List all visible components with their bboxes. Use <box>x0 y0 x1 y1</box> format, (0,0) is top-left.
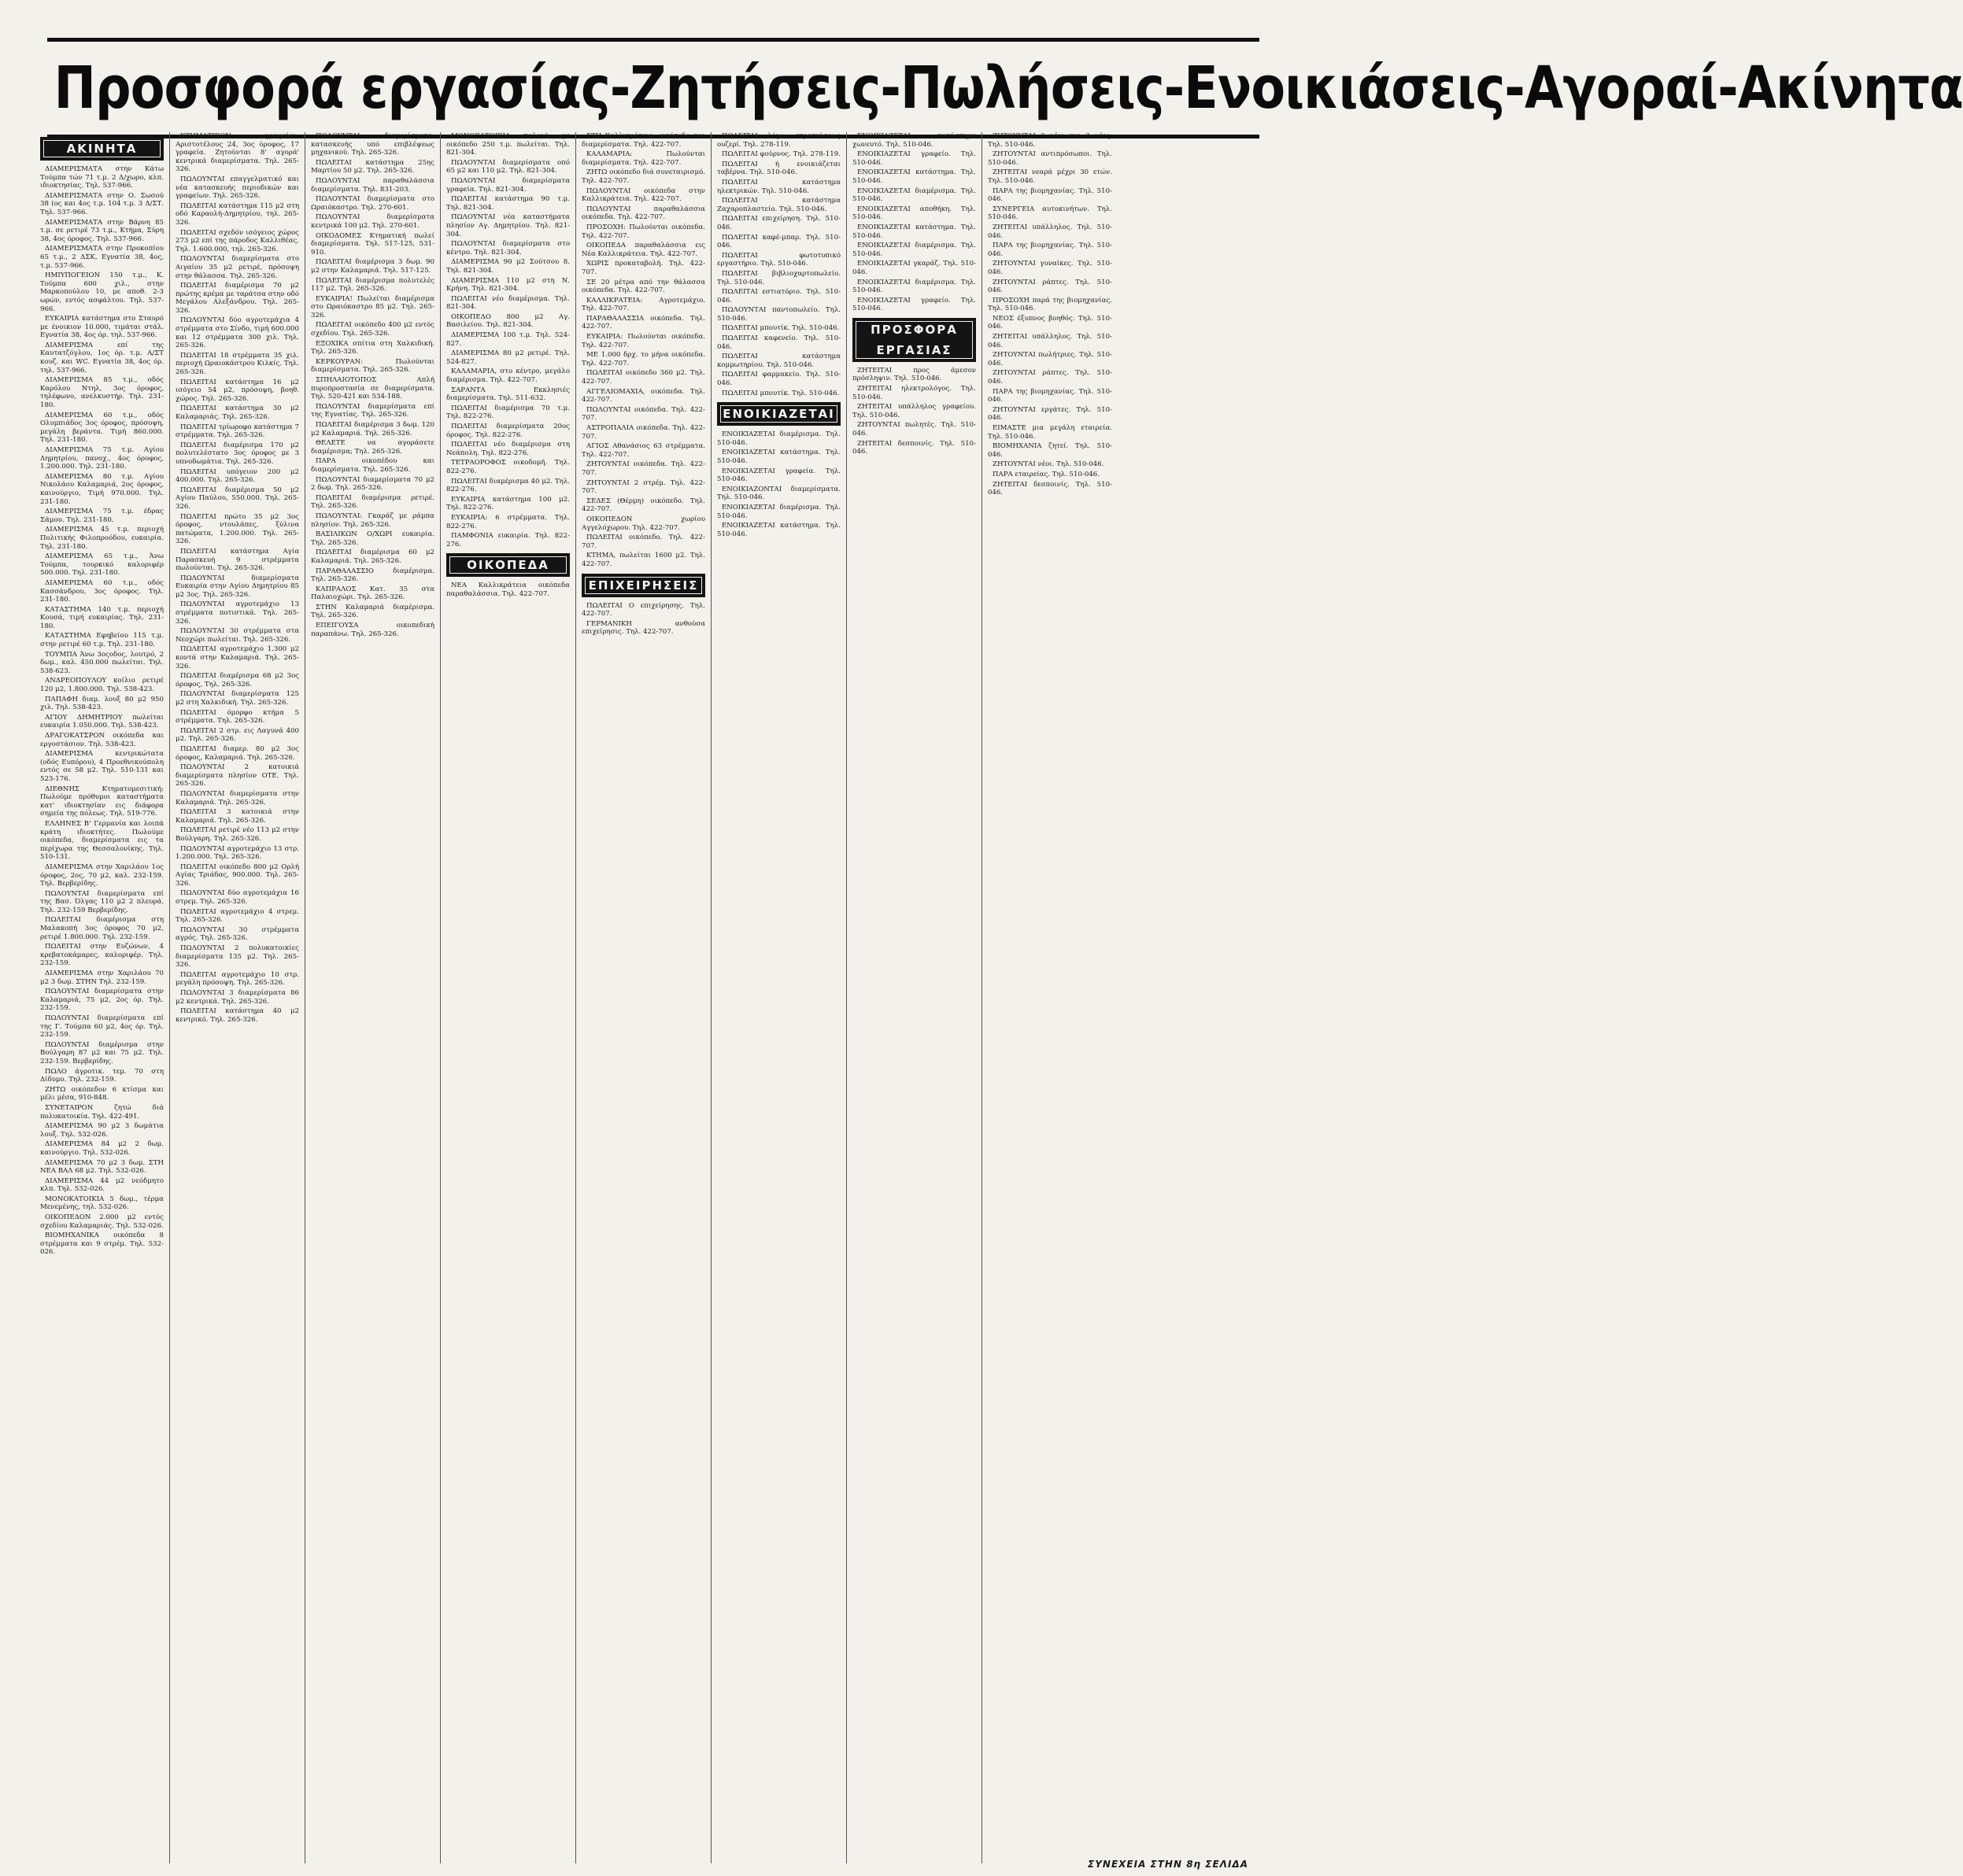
classified-ad: ΟΙΚΟΠΕΔΟΝ 2.000 μ2 εντός σχεδίου Καλαμαριάς. Τηλ. 532-026. <box>40 1213 164 1230</box>
classified-ad: ΠΩΛΕΙΤΑΙ στην Ευζώνων, 4 κρεβατοκάμαρες, καλοριφέρ. Τηλ. 232-159. <box>40 943 164 968</box>
classified-ad: ΠΩΛΟΥΝΤΑΙ 30 στρέμματα στα Νεοχώρι πωλείται. Τηλ. 265-326. <box>176 627 299 644</box>
classified-ad: ΣΥΝΕΤΑΙΡΟΝ ζητώ διά πολυκατοικία. Τηλ. 422-491. <box>40 1103 164 1121</box>
classified-ad: ΠΩΛΕΙΤΑΙ 3 κατοικιά στην Καλαμαριά. Τηλ. 265-326. <box>176 808 299 825</box>
classified-ad: ΠΩΛΟΥΝΤΑΙ διαμερίσματα Ευκαιρία στην Αγίου Δημητρίου 85 μ2 3ος. Τηλ. 265-326. <box>176 574 299 599</box>
classified-ad: ΚΤΗΜΑ, πωλείται 1600 μ2. Τηλ. 422-707. <box>582 552 705 568</box>
classified-ad: ΖΗΤΟΥΝΤΑΙ 2 στρέμ. Τηλ. 422-707. <box>582 478 705 496</box>
classified-ad: ΚΑΛΑΜΑΡΙΑ, στο κέντρο, μεγάλο διαμέρισμα. Τηλ. 422-707. <box>446 367 570 385</box>
classified-ad: ΕΝΟΙΚΙΑΖΕΤΑΙ γραφεία. Τηλ. 510-046. <box>717 467 841 484</box>
classified-ad: ΕΞΟΧΙΚΑ σπίτια στη Χαλκιδική. Τηλ. 265-326. <box>311 339 434 356</box>
classified-ad: ΕΝΟΙΚΙΑΖΕΤΑΙ διαμέρισμα. Τηλ. 510-046. <box>852 186 976 204</box>
classified-ad: ΔΙΑΜΕΡΙΣΜΑ 65 τ.μ., Άνω Τούμπα, τουρκικό καλοριφέρ 500.000. Τηλ. 231-180. <box>40 552 164 578</box>
classified-ad: ΠΩΛΟΥΝΤΑΙ διαμερίσματα επί της Γ. Τούμπα 60 μ2, 4ος όρ. Τηλ. 232-159. <box>40 1014 164 1040</box>
classified-ad: ΝΕΑ Καλλικράτεια οικόπεδα παραθαλάσσια. Τηλ. 422-707. <box>446 582 570 598</box>
classified-ad: ΠΩΛΕΙΤΑΙ διαμερίσματα 20ος όροφος. Τηλ. 822-276. <box>446 423 570 439</box>
classified-ad: ΠΩΛΕΙΤΑΙ όμορφο κτήμα 5 στρέμματα. Τηλ. 265-326. <box>176 708 299 726</box>
classified-ad: ΕΠΕΙΓΟΥΣΑ οικοπεδική παραπάνω. Τηλ. 265-326. <box>311 622 434 638</box>
classified-ad: ΟΙΚΟΠΕΔΟ 800 μ2 Αγ. Βασιλείου. Τηλ. 821-304. <box>446 312 570 330</box>
classified-ad: ΖΗΤΩ οικόπεδο διά συνεταιρισμό. Τηλ. 422-707. <box>582 168 705 185</box>
classified-ad: ΖΗΤΕΙΤΑΙ δεσποινίς. Τηλ. 510-046. <box>988 480 1112 497</box>
page-banner <box>47 38 1963 138</box>
classified-ad: ΕΥΚΑΙΡΙΑ: Πωλούνται οικόπεδα. Τηλ. 422-707. <box>582 333 705 349</box>
classified-ad: ΕΝΟΙΚΙΑΖΕΤΑΙ γραφείο. Τηλ. 510-046. <box>852 296 976 313</box>
ad-column <box>576 132 712 1863</box>
classified-ad: ΠΩΛΟΥΝΤΑΙ διαμερίσματα γραφεία. Τηλ. 821-304. <box>446 176 570 194</box>
classified-ad: ΔΙΑΜΕΡΙΣΜΑ 90 μ2 3 δωμάτια λουξ. Τηλ. 532-026. <box>40 1122 164 1139</box>
classified-ad: ΔΙΑΜΕΡΙΣΜΑ 90 μ2 Σούτσου 8. Τηλ. 821-304. <box>446 258 570 275</box>
classified-ad: ΟΙΚΟΠΕΔΑ παραθαλάσσια εις Νέα Καλλικράτεια. Τηλ. 422-707. <box>582 242 705 258</box>
classified-ad: ΠΩΛΕΙΤΑΙ υπόγειον 200 μ2 400.000. Τηλ. 265-326. <box>176 467 299 485</box>
classified-ad: ΠΩΛΟΥΝΤΑΙ 30 στρέμματα αγρός. Τηλ. 265-326. <box>176 925 299 943</box>
classified-ad: ΕΥΚΑΙΡΙΑ κατάστημα 100 μ2. Τηλ. 822-276. <box>446 495 570 512</box>
classified-ad: ΠΩΛΕΙΤΑΙ αγροτεμάχιο 10 στρ. μεγάλη πρόσοψη. Τηλ. 265-326. <box>176 970 299 988</box>
classified-ad: ΠΩΛΟΥΝΤΑΙ: Γκαράζ με ράμπα πλησίον. Τηλ. 265-326. <box>311 511 434 529</box>
classified-ad: ΠΩΛΟΥΝΤΑΙ διαμερίσματα, κατασκευής υπό επιβλέψεως μηχανικού. Τηλ. 265-326. <box>311 132 434 157</box>
ad-column <box>847 132 982 1863</box>
classified-ad: ΕΝΟΙΚΙΑΖΕΤΑΙ κατάστημα. Τηλ. 510-046. <box>717 449 841 465</box>
classified-ad: ΖΗΤΟΥΝΤΑΙ νέοι. Τηλ. 510-046. <box>993 460 1104 469</box>
classified-ad: ΖΗΤΟΥΝΤΑΙ οικόπεδα. Τηλ. 422-707. <box>582 460 705 477</box>
classified-ad: ΟΙΚΟΔΟΜΕΣ Κτηματική πωλεί διαμερίσματα. Τηλ. 517-125, 531-910. <box>311 231 434 257</box>
classified-ad: ΔΙΑΜΕΡΙΣΜΑ 44 μ2 νεόδμητο κλπ. Τηλ. 532-026. <box>40 1176 164 1194</box>
classified-ad: ΠΑΡΑ της βιομηχανίας. Τηλ. 510-046. <box>988 186 1112 204</box>
classified-ad: ΠΩΛΕΙΤΑΙ ρετιρέ νέο 113 μ2 στην Βούλγαρη. Τηλ. 265-326. <box>176 826 299 843</box>
classified-ad: ΖΗΤΕΙΤΑΙ νεαρά μέχρι 30 ετών. Τηλ. 510-046. <box>988 168 1112 185</box>
ad-column <box>35 132 170 1863</box>
classified-ad: ΔΙΑΜΕΡΙΣΜΑ 85 τ.μ., οδός Καρόλου Ντηλ, 3ος όροφος, τηλέφωνο, ανελκυστήρ. Τηλ. 231-180. <box>40 376 164 410</box>
classified-ad: ΔΙΑΜΕΡΙΣΜΑΤΑ στην Κάτω Τούμπα τών 71 τ.μ. 2 Δ/χωρο, κλπ. ιδιοκτησίας. Τηλ. 537-966. <box>40 165 164 190</box>
classified-ad: ΠΩΛΕΙΤΑΙ κατάστημα Αγία Παρασκευή 9 στρέμματα πωλούνται. Τηλ. 265-326. <box>176 547 299 573</box>
classified-ad: ΑΓΙΟΥ ΔΗΜΗΤΡΙΟΥ πωλείται ευκαιρία 1.050.000. Τηλ. 538-423. <box>40 713 164 730</box>
classified-ad: ΖΗΤΟΥΝΤΑΙ γυναίκες. Τηλ. 510-046. <box>988 260 1112 276</box>
classified-ad: ΠΩΛΟΥΝΤΑΙ διαμερίσματα επί της Εγνατίας. Τηλ. 265-326. <box>311 402 434 419</box>
classified-ad: ΚΑΛΑΜΑΡΙΑ: Πωλούνται διαμερίσματα. Τηλ. 422-707. <box>582 150 705 167</box>
classified-ad: ΠΩΛΕΙΤΑΙ διαμέρισμα 70 τ.μ. Τηλ. 822-276. <box>446 404 570 421</box>
classified-ad: ΠΩΛΕΙΤΑΙ κατάστημα 40 μ2 κεντρικό. Τηλ. 265-326. <box>176 1007 299 1024</box>
classified-ad: ΔΙΑΜΕΡΙΣΜΑΤΑ στην Βάρνη 85 τ.μ. σε ρετιρέ 73 τ.μ., Κτήμα, Σύρη 38, 4ος όροφος. Τηλ. 537-966. <box>40 218 164 243</box>
classified-ad: ΔΙΑΜΕΡΙΣΜΑ 100 τ.μ. Τηλ. 524-827. <box>446 331 570 348</box>
classified-ad: ΝΕΟΣ έξυπνος βοηθός. Τηλ. 510-046. <box>988 314 1112 331</box>
classified-ad: ΠΑΠΑΦΗ διαμ. λουξ 80 μ2 950 χιλ. Τηλ. 538-423. <box>40 695 164 712</box>
classified-ad: ΠΩΛΕΙΤΑΙ εστιατόριο. Τηλ. 510-046. <box>717 288 841 305</box>
classified-ad: ΠΩΛΕΙΤΑΙ κατάστημα 90 τ.μ. Τηλ. 821-304. <box>446 195 570 212</box>
classified-ad: ΖΗΤΟΥΝΤΑΙ πωλήτριες. Τηλ. 510-046. <box>988 351 1112 367</box>
classified-ad: ΠΑΡΑ της βιομηχανίας. Τηλ. 510-046. <box>988 242 1112 258</box>
classified-ad: ΠΡΟΣΟΧΗ: Πωλούνται οικόπεδα. Τηλ. 422-707. <box>582 223 705 240</box>
classified-columns <box>35 132 1259 1863</box>
classified-ad: ΣΑΡΑΝΤΑ Εκκλησιές διαμερίσματα. Τηλ. 511-632. <box>446 386 570 403</box>
classified-ad: ΠΩΛΟΥΝΤΑΙ 3 διαμερίσματα 86 μ2 κεντρικά. Τηλ. 265-326. <box>176 989 299 1006</box>
classified-ad: ΔΙΑΜΕΡΙΣΜΑ 60 τ.μ., οδός Ολυμπιάδος 3ος όροφος, πρόσοψη, μεγάλη βεράντα. Τιμή 860.000. Τηλ. 231-180. <box>40 411 164 445</box>
classified-ad: ΖΗΤΕΙΤΑΙ ηλεκτρολόγος. Τηλ. 510-046. <box>852 385 976 401</box>
classified-ad: ΠΩΛΟΥΝΤΑΙ διαμερίσματα 70 μ2 2 δωμ. Τηλ. 265-326. <box>311 475 434 493</box>
classified-ad: ΗΜΙΥΠΟΓΕΙΟΝ 150 τ.μ., Κ. Τούμπα 600 χιλ., στην Μαρκοπούλου 10, με αποθ. 2-3 ωρών, εντός ασφάλτου. Τηλ. 537-966. <box>40 271 164 313</box>
classified-ad: ΠΩΛΟΥΝΤΑΙ παραθαλάσσια διαμερίσματα. Τηλ. 831-203. <box>311 176 434 194</box>
classified-ad: ΠΩΛΟΥΝΤΑΙ παντοπωλείο. Τηλ. 510-046. <box>717 306 841 323</box>
classified-ad: ΖΗΤΟΥΝΤΑΙ ράπτες. Τηλ. 510-046. <box>988 278 1112 295</box>
classified-ad: ΚΑΛΛΙΚΡΑΤΕΙΑ: Αγροτεμάχιο. Τηλ. 422-707. <box>582 296 705 313</box>
classified-ad: ΠΑΜΦΟΝΙΑ ευκαιρία. Τηλ. 822-276. <box>446 532 570 548</box>
classified-ad: ΠΩΛΕΙΤΑΙ σχεδόν ισόγειος χώρος 273 μ2 επί της πάροδος Καλλιθέας. Τηλ. 1.600.000, τηλ. 265-326. <box>176 228 299 253</box>
classified-ad: ΠΩΛΕΙΤΑΙ διαμέρισμα ρετιρέ. Τηλ. 265-326. <box>311 493 434 511</box>
section-header-akinita: ΑΚΙΝΗΤΑ <box>40 137 164 161</box>
classified-ad: ΠΩΛΟΥΝΤΑΙ διαμερίσματα επί της Βασ. Όλγας 110 μ2 2 πλευρά. Τηλ. 232-159 Βερβερίδης. <box>40 889 164 914</box>
classified-ad: ΠΩΛΕΙΤΑΙ 18 στρέμματα 35 χιλ. περιοχή Ωραιοκάστρου Κιλκίς. Τηλ. 265-326. <box>176 351 299 377</box>
classified-ad: ΠΩΛΕΙΤΑΙ κατάστημα 115 μ2 στη οδό Καραολή-Δημητρίου, τηλ. 265-326. <box>176 201 299 227</box>
classified-ad: ΠΩΛΕΙΤΑΙ νέο διαμέρισμα στη Νεάπολη. Τηλ. 822-276. <box>446 441 570 457</box>
classified-ad: ΠΩΛΕΙΤΑΙ καφενείο. Τηλ. 510-046. <box>717 334 841 351</box>
classified-ad: ΠΩΛΕΙΤΑΙ διαμέρισμα 60 μ2 Καλαμαριά. Τηλ. 265-326. <box>311 548 434 565</box>
classified-ad: ΕΝΟΙΚΙΑΖΕΤΑΙ διαμέρισμα. Τηλ. 510-046. <box>852 242 976 258</box>
classified-ad: ΠΩΛΕΙΤΑΙ λόγω στρατεύσεως ουζερί. Τηλ. 278-119. <box>717 132 841 149</box>
classified-ad: ΑΓΓΕΛΙΟΜΑΧΙΑ, οικόπεδα. Τηλ. 422-707. <box>582 387 705 404</box>
classified-ad: ΠΩΛΟΥΝΤΑΙ οικόπεδα. Τηλ. 422-707. <box>582 405 705 423</box>
classified-ad: ΠΑΡΑ εταιρείας. Τηλ. 510-046. <box>993 470 1100 478</box>
classified-ad: ΠΩΛΕΙΤΑΙ οικόπεδο 800 μ2 Ορλή Αγίας Τριάδας, 900.000. Τηλ. 265-326. <box>176 862 299 888</box>
classified-ad: ΣΥΝΕΡΓΕΙΑ αυτοκινήτων. Τηλ. 510-046. <box>988 205 1112 222</box>
classified-ad: ΔΙΑΜΕΡΙΣΜΑ 80 μ2 ρετιρέ. Τηλ. 524-827. <box>446 349 570 366</box>
classified-ad: ΠΩΛΕΙΤΑΙ διαμέρισμα 68 μ2 3ος όροφος, Τηλ. 265-326. <box>176 672 299 689</box>
classified-ad: ΜΕ 1.000 δρχ. το μήνα οικόπεδα. Τηλ. 422-707. <box>582 351 705 367</box>
classified-ad: ΠΩΛΟΥΝΤΑΙ διαμερίσματα στην Καλαμαριά, 75 μ2, 2ος όρ. Τηλ. 232-159. <box>40 988 164 1013</box>
classified-ad: ΠΩΛΕΙΤΑΙ διαμέρισμα στη Μαλακοπή 3ος όροφος 70 μ2, ρετιρέ 1.800.000. Τηλ. 232-159. <box>40 916 164 941</box>
classified-ad: ΖΗΤΕΙΤΑΙ υπάλληλος. Τηλ. 510-046. <box>988 223 1112 240</box>
classified-ad: ΠΩΛΟΥΝΤΑΙ παραθαλάσσια οικόπεδα. Τηλ. 422-707. <box>582 205 705 222</box>
classified-ad: ΕΝΟΙΚΙΑΖΕΤΑΙ διαμέρισμα. Τηλ. 510-046. <box>717 430 841 447</box>
classified-ad: ΔΙΑΜΕΡΙΣΜΑΤΑ στην Προκοπίου 65 τ.μ., 2 ΔΣΚ, Εγνατία 38, 4ος, τ.μ. 537-966. <box>40 245 164 270</box>
classified-ad: ΖΗΤΟΥΝΤΑΙ εργάτες. Τηλ. 510-046. <box>988 405 1112 423</box>
section-header-enoikiazetai: ΕΝΟΙΚΙΑΖΕΤΑΙ <box>717 402 841 426</box>
ad-column <box>441 132 576 1863</box>
classified-ad: ΠΩΛΟΥΝΤΑΙ νέα καταστήματα πλησίον Αγ. Δημητρίου. Τηλ. 821-304. <box>446 213 570 238</box>
classified-ad: ΔΙΑΜΕΡΙΣΜΑ κεντρικώτατα (οδός Ευπόρου), 4 Προεθνικούπολη εντός σε 58 μ2. Τηλ. 510-131 και 523-176. <box>40 750 164 783</box>
classified-ad: ΠΩΛΕΙΤΑΙ διαμέρισμα 170 μ2 πολυτελέστατο 3ος όροφος με 3 υπνοδωμάτια. Τηλ. 265-326. <box>176 441 299 466</box>
classified-ad: ΠΩΛΟΥΝΤΑΙ διαμέρισμα στην Βούλγαρη 87 μ2 και 75 μ2. Τηλ. 232-159. Βερβερίδης. <box>40 1040 164 1065</box>
classified-ad: ΠΩΛΟΥΝΤΑΙ 2 πολυκατοικίες διαμερίσματα 135 μ2. Τηλ. 265-326. <box>176 944 299 969</box>
classified-ad: ΜΟΝΟΚΑΤΟΙΚΙΑ παλαιά με οικόπεδο 250 τ.μ. πωλείται. Τηλ. 821-304. <box>446 132 570 157</box>
classified-ad: ΠΩΛΕΙΤΑΙ διαμέρισμα 50 μ2 Αγίου Παύλου, 550.000. Τηλ. 265-326. <box>176 486 299 511</box>
section-header-prosfora: ΠΡΟΣΦΟΡΑ ΕΡΓΑΣΙΑΣ <box>852 318 976 362</box>
classified-ad: ΧΩΡΙΣ προκαταβολή. Τηλ. 422-707. <box>582 260 705 276</box>
classified-ad: ΔΙΑΜΕΡΙΣΜΑ 45 τ.μ. περιοχή Πολιτικής Φιλοπροόδου, ευκαιρία. Τηλ. 231-180. <box>40 526 164 551</box>
classified-ad: ΖΗΤΟΥΝΤΑΙ 3 νέοι και 2 νέες. Τηλ. 510-046. <box>988 132 1112 149</box>
classified-ad: ΠΩΛΟΥΝΤΑΙ διαμερίσματα κεντρικά 100 μ2. Τηλ. 270-601. <box>311 213 434 230</box>
classified-ad: ΤΟΥΜΠΑ Άνω 3οςοδος, λουτρό, 2 δωμ., καλ. 450.000 πωλείται. Τηλ. 538-623. <box>40 650 164 675</box>
classified-ad: ΠΩΛΕΙΤΑΙ 2 στρ. εις Λαγυνά 400 μ2. Τηλ. 265-326. <box>176 726 299 744</box>
classified-ad: ΒΑΣΙΛΙΚΩΝ Ο/ΧΩΡΙ ευκαιρία. Τηλ. 265-326. <box>311 530 434 547</box>
classified-ad: ΠΩΛΟΥΝΤΑΙ αγροτεμάχιο 13 στρ. 1.200.000. Τηλ. 265-326. <box>176 844 299 862</box>
classified-ad: ΠΩΛΕΙΤΑΙ κατάστημα 30 μ2 Καλαμαριάς. Τηλ. 265-326. <box>176 404 299 421</box>
classified-ad: ΠΩΛΟΥΝΤΑΙ αγροτεμάχιο 13 στρέμματα ποτιστικά. Τηλ. 265-326. <box>176 600 299 626</box>
classified-ad: ΠΩΛΟΥΝΤΑΙ επαγγελματικό και νέα κατασκευής περιοδικών και γραφείων. Τηλ. 265-326. <box>176 175 299 201</box>
classified-ad: ΕΙΜΑΣΤΕ μια μεγάλη εταιρεία. Τηλ. 510-046. <box>988 424 1112 441</box>
classified-ad: ΕΝΟΙΚΙΑΖΟΝΤΑΙ διαμερίσματα. Τηλ. 510-046. <box>717 485 841 502</box>
classified-ad: ΠΩΛΕΙΤΑΙ διαμέρισμα 40 μ2. Τηλ. 822-276. <box>446 477 570 494</box>
classified-ad: ΠΑΡΑΘΑΛΑΣΣΙΑ οικόπεδα. Τηλ. 422-707. <box>582 314 705 331</box>
classified-ad: ΕΥΚΑΙΡΙΑ κατάστημα στο Σταυρό με ένοικιον 10.000, τιμάται στάλ. Εγνατία 38, 4ος όρ. τηλ. 537-966. <box>40 315 164 340</box>
classified-ad: ΖΗΤΕΙΤΑΙ προς άμεσον πρόσληψιν. Τηλ. 510-046. <box>852 366 976 383</box>
classified-ad: ΖΗΤΟΥΝΤΑΙ πωλητές. Τηλ. 510-046. <box>852 421 976 438</box>
classified-ad: ΚΑΤΑΣΤΗΜΑ Εφηβείου 115 τ.μ. στην ρετιρέ 60 τ.μ. Τηλ. 231-180. <box>40 632 164 649</box>
classified-ad: ΕΝΟΙΚΙΑΖΕΤΑΙ κατάστημα χωνευτό. Τηλ. 510-046. <box>852 132 976 149</box>
classified-ad: ΠΩΛΟΥΝΤΑΙ διαμερίσματα στο Ωραιόκαστρο. Τηλ. 270-601. <box>311 195 434 212</box>
classified-ad: ΣΕΔΕΣ (Θέρμη) οικόπεδο. Τηλ. 422-707. <box>582 497 705 514</box>
classified-ad: ΕΝΟΙΚΙΑΖΕΤΑΙ γκαράζ. Τηλ. 510-046. <box>852 260 976 276</box>
continued-note: ΣΥΝΕΧΕΙΑ ΣΤΗΝ 8η ΣΕΛΙΔΑ <box>1088 1859 1248 1870</box>
banner-title: Προσφορά εργασίας-Ζητήσεις-Πωλήσεις-Ενοικιάσεις-Αγοραί-Ακίνητα <box>54 54 1963 122</box>
classified-ad: ΓΕΡΜΑΝΙΚΗ ανθούσα επιχείρησις. Τηλ. 422-707. <box>582 619 705 637</box>
classified-ad: ΖΗΤΕΙΤΑΙ υπάλληλος. Τηλ. 510-046. <box>988 333 1112 349</box>
classified-ad: ΔΙΕΘΝΗΣ Κτηματομεσιτική: Πωλούμε πρόθυμοι καταστήματα κατ' ιδιοκτησίαν εις διάφορα σημεία της πόλεως. Τηλ. 519-776. <box>40 785 164 818</box>
classified-ad: ΑΝΔΡΕΟΠΟΥΛΟΥ κοίλιο ρετιρέ 120 μ2, 1.800.000. Τηλ. 538-423. <box>40 677 164 694</box>
classified-ad: ΠΩΛΕΙΤΑΙ πρώτο 35 μ2 3ος όροφος, ντουλάπες, ξύλινα πατώματα, 1.200.000. Τηλ. 265-326. <box>176 512 299 546</box>
classified-ad: ΚΑΤΑΣΤΗΜΑ 140 τ.μ. περιοχή Κουσά, τιμή ευκαιρίας. Τηλ. 231-180. <box>40 605 164 630</box>
classified-ad: ΠΩΛΕΙΤΑΙ κατάστημα 25ης Μαρτίου 50 μ2. Τηλ. 265-326. <box>311 158 434 175</box>
classified-ad: ΠΩΛΕΙΤΑΙ αγροτεμάχιο 4 στρεμ. Τηλ. 265-326. <box>176 907 299 925</box>
classified-ad: ΠΩΛΟΥΝΤΑΙ διαμερίσματα οπό 65 μ2 και 110 μ2. Τηλ. 821-304. <box>446 158 570 175</box>
classified-ad: ΠΩΛΕΙΤΑΙ διαμέρισμα πολυτελές 117 μ2. Τηλ. 265-326. <box>311 276 434 294</box>
classified-ad: ΠΑΡΑΘΑΛΑΣΣΙΟ διαμέρισμα. Τηλ. 265-326. <box>311 567 434 584</box>
classified-ad: ΖΗΤΕΙΤΑΙ υπάλληλος γραφείου. Τηλ. 510-046. <box>852 403 976 419</box>
classified-ad: ΠΑΡΑ οικοπέδου και διαμερίσματα. Τηλ. 265-326. <box>311 457 434 474</box>
classified-ad: ΔΙΑΜΕΡΙΣΜΑ 60 τ.μ., οδός Κασσάνδρου, 3ος όροφος. Τηλ. 231-180. <box>40 578 164 604</box>
classified-ad: ΒΙΟΜΗΧΑΝΙΑ ζητεί. Τηλ. 510-046. <box>988 442 1112 459</box>
classified-ad: ΠΩΛΟΥΝΤΑΙ διαμερίσματα στο Αιγαίου 35 μ2 ρετιρέ, πρόσοψη στην θάλασσα. Τηλ. 265-326. <box>176 255 299 280</box>
classified-ad: ΠΩΛΕΙΤΑΙ οικόπεδο 400 μ2 εντός σχεδίου. Τηλ. 265-326. <box>311 321 434 338</box>
classified-ad: ΔΙΑΜΕΡΙΣΜΑ 110 μ2 στη Ν. Κρήνη. Τηλ. 821-304. <box>446 276 570 294</box>
classified-ad: ΘΕΛΕΤΕ να αγοράσετε διαμέρισμα; Τηλ. 265-326. <box>311 439 434 456</box>
classified-ad: ΠΩΛΟΥΝΤΑΙ διαμερίσματα 125 μ2 στη Χαλκιδική. Τηλ. 265-326. <box>176 690 299 707</box>
classified-ad: ΠΩΛΕΙΤΑΙ Ο επιχείρησης. Τηλ. 422-707. <box>582 601 705 619</box>
classified-ad: ΕΝΟΙΚΙΑΖΕΤΑΙ αποθήκη. Τηλ. 510-046. <box>852 205 976 222</box>
classified-ad: ΠΩΛΕΙΤΑΙ διαμέρισμα 3 δωμ. 120 μ2 Καλαμαριά. Τηλ. 265-326. <box>311 421 434 438</box>
classified-ad: ΕΥΚΑΙΡΙΑ! Πωλείται διαμέρισμα στο Ωραιόκαστρο 85 μ2. Τηλ. 265-326. <box>311 294 434 319</box>
classified-ad: ΠΩΛΟΥΝΤΑΙ διαμερίσματα στο κέντρο. Τηλ. 821-304. <box>446 240 570 257</box>
classified-ad: ΔΙΑΜΕΡΙΣΜΑ 75 τ.μ. έδρας Σάμου. Τηλ. 231-180. <box>40 508 164 524</box>
classified-ad: ΔΙΑΜΕΡΙΣΜΑ 80 τ.μ. Αγίου Νικολάου Καλαμαριά, 2ος όροφος, καινούργιο, Τιμή 970.000. Τηλ. 231-180. <box>40 472 164 506</box>
classified-ad: ΠΩΛΕΙΤΑΙ αγροτεμάχιο 1.300 μ2 κοντά στην Καλαμαριά. Τηλ. 265-326. <box>176 645 299 670</box>
classified-ad: ΟΙΚΟΠΕΔΟΝ χωρίου Αγγελόχωρου. Τηλ. 422-707. <box>582 515 705 532</box>
ad-column <box>170 132 305 1863</box>
ad-column <box>305 132 441 1863</box>
classified-ad: ΖΗΤΩ οικόπεδον 6 κτίσμα και μέλι μέσα, 910-848. <box>40 1085 164 1102</box>
classified-ad: ΠΩΛΕΙΤΑΙ φαρμακείο. Τηλ. 510-046. <box>717 371 841 388</box>
classified-ad: ΠΩΛΕΙΤΑΙ επιχείρηση. Τηλ. 510-046. <box>717 215 841 231</box>
classified-ad: ΕΝΟΙΚΙΑΖΕΤΑΙ κατάστημα. Τηλ. 510-046. <box>717 522 841 538</box>
classified-ad: ΠΩΛΕΙΤΑΙ οικόπεδο 360 μ2. Τηλ. 422-707. <box>582 369 705 386</box>
classified-ad: ΠΩΛΕΙΤΑΙ τρίωροφο κατάστημα 7 στρέμματα. Τηλ. 265-326. <box>176 423 299 440</box>
classified-ad: ΔΙΑΜΕΡΙΣΜΑ στην Χαριλάου 1ος όροφος, 2ος, 70 μ2, καλ. 232-159. Τηλ. Βερβερίδης. <box>40 862 164 888</box>
classified-ad: ΠΩΛΕΙΤΑΙ διαμέρισμα 70 μ2 πρώτης κρέμα με ταράτσα στην οδό Μεγάλου Αλεξάνδρου. Τηλ. 265-326. <box>176 282 299 315</box>
classified-ad: ΕΛΛΗΝΕΣ Β' Γερμανία και λοιπά κράτη ιδιοκτήτες. Πωλούμε οικόπεδα, διαμερίσματα εις τα περίχωρα της Θεσσαλονίκης. Τηλ. 510-131. <box>40 819 164 862</box>
classified-ad: ΠΩΛΟ άγροτικ. τεμ. 70 στη Δίδυμο. Τηλ. 232-159. <box>40 1067 164 1084</box>
classified-ad: ΠΡΟΣΟΧΗ παρά της βιομηχανίας. Τηλ. 510-046. <box>988 296 1112 313</box>
classified-ad: ΠΩΛΕΙΤΑΙ νέο διαμέρισμα. Τηλ. 821-304. <box>446 294 570 312</box>
classified-ad: ΠΩΛΕΙΤΑΙ κατάστημα ηλεκτρικών. Τηλ. 510-046. <box>717 178 841 195</box>
classified-ad: ΠΩΛΕΙΤΑΙ καφέ-μπαρ. Τηλ. 510-046. <box>717 233 841 250</box>
classified-ad: ΔΙΑΜΕΡΙΣΜΑ επί της Καυτατζόγλου, 1ος όρ. τ.μ. Α/ΣΤ κουζ. και WC. Εγνατία 38, 4ος όρ. τηλ. 537-966. <box>40 341 164 375</box>
classified-ad: ΠΑΡΑ της βιομηχανίας. Τηλ. 510-046. <box>988 387 1112 404</box>
classified-ad: ΑΣΤΡΟΠΑΛΙΑ οικόπεδα. Τηλ. 422-707. <box>582 424 705 441</box>
classified-ad: ΣΤΗ Καλλικράτεια, οικόπεδα και διαμερίσματα. Τηλ. 422-707. <box>582 132 705 149</box>
classified-ad: ΠΩΛΕΙΤΑΙ κατάστημα 16 μ2 ισόγειο 54 μ2, πρόσοψη, βοηθ. χώρος. Τηλ. 265-326. <box>176 378 299 403</box>
classified-ad: ΕΝΟΙΚΙΑΖΕΤΑΙ γραφείο. Τηλ. 510-046. <box>852 150 976 167</box>
ad-column <box>982 132 1118 1863</box>
classified-ad: ΕΝΟΙΚΙΑΖΕΤΑΙ διαμέρισμα. Τηλ. 510-046. <box>717 503 841 520</box>
classified-ad: ΚΕΡΚΟΥΡΑΝ: Πωλούνται διαμερίσματα. Τηλ. 265-326. <box>311 357 434 375</box>
classified-ad: ΠΩΛΕΙΤΑΙ φούρνος. Τηλ. 278-119. <box>722 150 841 159</box>
classified-ad: ΕΝΟΙΚΙΑΖΕΤΑΙ κατάστημα. Τηλ. 510-046. <box>852 223 976 240</box>
classified-ad: ΣΠΗΛΑΙΟΤΟΠΟΣ Απλή πυροπροστασία σε διαμερίσματα. Τηλ. 520-421 και 534-188. <box>311 376 434 401</box>
classified-ad: ΠΩΛΕΙΤΑΙ κατάστημα κομμωτηρίου. Τηλ. 510-046. <box>717 353 841 369</box>
classified-ad: ΒΙΟΜΗΧΑΝΙΚΑ οικόπεδα 8 στρέμματα και 9 στρέμ. Τηλ. 532-026. <box>40 1232 164 1257</box>
classified-ad: ΖΗΤΕΙΤΑΙ δεσποινίς. Τηλ. 510-046. <box>852 439 976 456</box>
classified-ad: ΔΙΑΜΕΡΙΣΜΑ 70 μ2 3 δωμ. ΣΤΗ ΝΕΑ ΒΑΛ 68 μ2. Τηλ. 532-026. <box>40 1158 164 1176</box>
ad-column <box>712 132 847 1863</box>
classified-ad: ΖΗΤΟΥΝΤΑΙ ράπτες. Τηλ. 510-046. <box>988 369 1112 386</box>
classified-ad: ΕΥΚΑΙΡΙΑ: 6 στρέμματα. Τηλ. 822-276. <box>446 513 570 530</box>
classified-ad: ΜΟΝΟΚΑΤΟΙΚΙΑ 5 δωμ., τέρμα Μενεμένης, τηλ. 532-026. <box>40 1195 164 1212</box>
classified-ad: ΣΕ 20 μέτρα από την θάλασσα οικόπεδα. Τηλ. 422-707. <box>582 278 705 295</box>
section-header-oikopeda: ΟΙΚΟΠΕΔΑ <box>446 553 570 577</box>
classified-ad: ΠΩΛΕΙΤΑΙ μπουτίκ. Τηλ. 510-046. <box>722 324 840 333</box>
classified-ad: ΠΩΛΟΥΝΤΑΙ οικόπεδα στην Καλλικράτεια. Τηλ. 422-707. <box>582 186 705 204</box>
section-header-epicheiriseis: ΕΠΙΧΕΙΡΗΣΕΙΣ <box>582 574 705 597</box>
classified-ad: ΠΩΛΕΙΤΑΙ κατάστημα Ζαχαροπλαστείο. Τηλ. 510-046. <box>717 197 841 213</box>
classified-ad: ΠΩΛΕΙΤΑΙ οικόπεδο. Τηλ. 422-707. <box>582 534 705 550</box>
classified-ad: ΠΩΛΟΥΝΤΑΙ δύο αγροτεμάχια 4 στρέμματα στο Σίνδο, τιμή 600.000 και 12 στρέμματα 300 χιλ. Τηλ. 265-326. <box>176 316 299 350</box>
classified-ad: ΔΡΑΓΟΚΑΤΣΡΟΝ οικόπεδα και εργοστάσιον. Τηλ. 538-423. <box>40 732 164 748</box>
classified-ad: ΠΩΛΕΙΤΑΙ διαμερ. 80 μ2 3ος όροφος, Καλαμαριά. Τηλ. 265-326. <box>176 744 299 762</box>
classified-ad: ΕΝΟΙΚΙΑΖΕΤΑΙ κατάστημα. Τηλ. 510-046. <box>852 168 976 185</box>
classified-ad: ΚΤΗΜΑΤΙΚΟΝ γραφείον, Αριστοτέλους 24, 3ος όροφος, 17 γραφεία. Ζητούνται 8' αγορά' κεντρικά διαμερίσματα. Τηλ. 265-326. <box>176 132 299 174</box>
classified-ad: ΠΩΛΟΥΝΤΑΙ διαμερίσματα στην Καλαμαριά. Τηλ. 265-326. <box>176 789 299 807</box>
classified-ad: ΕΝΟΙΚΙΑΖΕΤΑΙ διαμέρισμα. Τηλ. 510-046. <box>852 278 976 295</box>
classified-ad: ΠΩΛΟΥΝΤΑΙ 2 κατοικιά διαμερίσματα πλησίον ΟΤΕ. Τηλ. 265-326. <box>176 763 299 788</box>
classified-ad: ΣΤΗΝ Καλαμαριά διαμέρισμα. Τηλ. 265-326. <box>311 603 434 620</box>
classified-ad: ΔΙΑΜΕΡΙΣΜΑ 84 μ2 2 δωμ. καινούργιο. Τηλ. 532-026. <box>40 1140 164 1157</box>
classified-ad: ΠΩΛΕΙΤΑΙ βιβλιοχαρτοπωλείο. Τηλ. 510-046. <box>717 269 841 286</box>
classified-ad: ΠΩΛΕΙΤΑΙ μπουτίκ. Τηλ. 510-046. <box>722 389 840 397</box>
classified-ad: ΔΙΑΜΕΡΙΣΜΑΤΑ στην Ο. Σωσού 38 (ος και 4ος τ.μ. 104 τ.μ. 3 Δ/ΣΤ. Τηλ. 537-966. <box>40 191 164 216</box>
classified-ad: ΖΗΤΟΥΝΤΑΙ αντιπρόσωποι. Τηλ. 510-046. <box>988 150 1112 167</box>
classified-ad: ΑΓΙΟΣ Αθανάσιος 63 στρέμματα. Τηλ. 422-707. <box>582 442 705 459</box>
classified-ad: ΠΩΛΕΙΤΑΙ διαμέρισμα 3 δωμ. 90 μ2 στην Καλαμαριά. Τηλ. 517-125. <box>311 258 434 275</box>
classified-ad: ΠΩΛΟΥΝΤΑΙ δύο αγροτεμάχια 16 στρεμ. Τηλ. 265-326. <box>176 889 299 907</box>
classified-ad: ΔΙΑΜΕΡΙΣΜΑ στην Χαριλάου 70 μ2 3 δωμ. ΣΤΗΝ Τηλ. 232-159. <box>40 969 164 986</box>
classified-ad: ΠΩΛΕΙΤΑΙ ή ενοικιάζεται ταβέρνα. Τηλ. 510-046. <box>717 160 841 177</box>
classified-ad: ΤΕΤΡΑΟΡΟΦΟΣ οικοδομή. Τηλ. 822-276. <box>446 459 570 475</box>
classified-ad: ΔΙΑΜΕΡΙΣΜΑ 75 τ.μ. Αγίου Δημητρίου, πανοχ., 4ος όροφος, 1.200.000. Τηλ. 231-180. <box>40 446 164 471</box>
classified-ad: ΠΩΛΕΙΤΑΙ φωτοτυπικό εργαστήριο. Τηλ. 510-046. <box>717 251 841 268</box>
classified-ad: ΚΑΠΡΑΛΟΣ Κατ. 35 στα Παλαιοχώρι. Τηλ. 265-326. <box>311 585 434 602</box>
